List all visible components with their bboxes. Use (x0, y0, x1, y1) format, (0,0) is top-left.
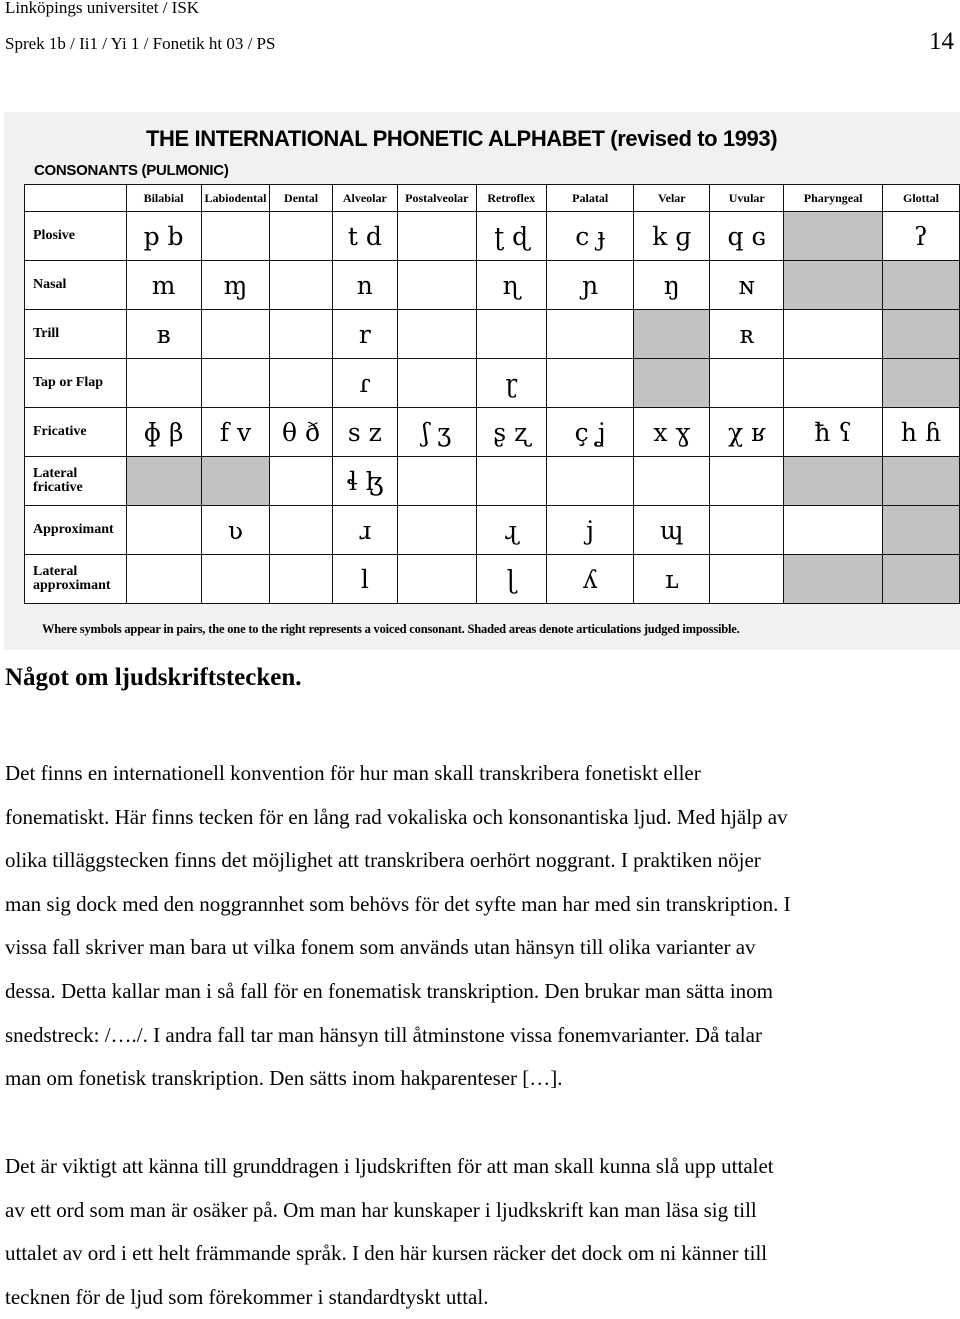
ipa-row (25, 359, 960, 408)
ipa-symbol-cell (398, 555, 477, 604)
ipa-symbol-cell (634, 457, 710, 506)
ipa-symbol-cell (784, 359, 883, 408)
ipa-symbol-cell: ʃ ʒ (398, 408, 477, 457)
ipa-chart-title: THE INTERNATIONAL PHONETIC ALPHABET (revised to 1993) (146, 126, 778, 151)
ipa-symbol-cell: ɬ ɮ (332, 457, 397, 506)
ipa-row (25, 506, 960, 555)
ipa-row (25, 212, 960, 261)
ipa-column-header: Alveolar (332, 185, 397, 212)
ipa-symbol-cell (398, 457, 477, 506)
ipa-symbol-cell: ʟ (634, 555, 710, 604)
ipa-symbol-cell: ɽ (476, 359, 546, 408)
ipa-row (25, 555, 960, 604)
ipa-symbol-cell: ɲ (546, 261, 633, 310)
ipa-symbol-cell (270, 310, 332, 359)
ipa-symbol-cell: ɻ (476, 506, 546, 555)
ipa-row-label: Fricative (25, 408, 127, 457)
ipa-symbol-cell (398, 310, 477, 359)
page-number: 14 (929, 28, 954, 55)
ipa-symbol-cell (270, 359, 332, 408)
ipa-symbol-cell (126, 359, 201, 408)
paragraph-line: av ett ord som man är osäker på. Om man har kunskaper i ljudkskrift kan man läsa sig till (5, 1197, 757, 1222)
ipa-symbol-cell (634, 359, 710, 408)
paragraph-line: Det finns en internationell konvention för hur man skall transkribera fonetiskt eller (5, 761, 701, 785)
ipa-symbol-cell: θ ð (270, 408, 332, 457)
ipa-symbol-cell (883, 310, 960, 359)
ipa-symbol-cell: ʙ (126, 310, 201, 359)
ipa-symbol-cell (270, 261, 332, 310)
ipa-column-header: Pharyngeal (784, 185, 883, 212)
ipa-column-header: Dental (270, 185, 332, 212)
ipa-symbol-cell: ɱ (201, 261, 270, 310)
paragraph-line: dessa. Detta kallar man i så fall för en fonematisk transkription. Den brukar man sätta inom (5, 978, 774, 1003)
ipa-symbol-cell (634, 310, 710, 359)
ipa-row-label: Lateral approximant (25, 555, 127, 604)
ipa-symbol-cell: ɴ (710, 261, 784, 310)
ipa-symbol-cell (398, 506, 477, 555)
ipa-symbol-cell: l (332, 555, 397, 604)
ipa-column-header: Glottal (883, 185, 960, 212)
ipa-symbol-cell: ʂ ʐ (476, 408, 546, 457)
paragraph-line: Det är viktigt att känna till grunddragen i ljudskriften för att man skall kunna slå upp uttalet (5, 1154, 774, 1178)
ipa-row-label: Approximant (25, 506, 127, 555)
ipa-symbol-cell: t d (332, 212, 397, 261)
ipa-symbol-cell (710, 457, 784, 506)
ipa-chart-note: Where symbols appear in pairs, the one to the right represents a voiced consonant. Shaded areas denote articulations judged impossible. (42, 622, 740, 636)
ipa-symbol-cell (270, 555, 332, 604)
ipa-symbol-cell (546, 310, 633, 359)
ipa-symbol-cell (883, 457, 960, 506)
ipa-row-label: Plosive (25, 212, 127, 261)
ipa-symbol-cell: ʋ (201, 506, 270, 555)
section-heading: Något om ljudskriftstecken. (5, 664, 302, 691)
ipa-symbol-cell (883, 506, 960, 555)
paragraph-line: tecknen för de ljud som förekommer i standardtyskt uttal. (5, 1284, 489, 1309)
ipa-row-label: Lateral fricative (25, 457, 127, 506)
ipa-column-header: Velar (634, 185, 710, 212)
paragraph-line: man om fonetisk transkription. Den sätts inom hakparenteser […]. (5, 1066, 563, 1091)
paragraph-line: snedstreck: /…./. I andra fall tar man hänsyn till åtminstone vissa fonemvarianter. Då talar (5, 1022, 762, 1047)
ipa-symbol-cell: ɾ (332, 359, 397, 408)
ipa-symbol-cell: k ɡ (634, 212, 710, 261)
ipa-symbol-cell: ʈ ɖ (476, 212, 546, 261)
ipa-symbol-cell (126, 457, 201, 506)
ipa-row (25, 261, 960, 310)
ipa-column-header: Palatal (546, 185, 633, 212)
ipa-symbol-cell: q ɢ (710, 212, 784, 261)
ipa-symbol-cell (546, 359, 633, 408)
ipa-symbol-cell (398, 212, 477, 261)
ipa-symbol-cell (126, 506, 201, 555)
ipa-consonant-table (24, 184, 960, 604)
ipa-symbol-cell: ŋ (634, 261, 710, 310)
ipa-symbol-cell: s z (332, 408, 397, 457)
ipa-row-label: Trill (25, 310, 127, 359)
ipa-symbol-cell (710, 506, 784, 555)
ipa-column-header-row (25, 185, 960, 212)
ipa-symbol-cell (784, 555, 883, 604)
ipa-symbol-cell: ʔ (883, 212, 960, 261)
ipa-symbol-cell (883, 261, 960, 310)
header-course: Sprek 1b / Ii1 / Yi 1 / Fonetik ht 03 / PS (5, 34, 276, 53)
ipa-column-header: Bilabial (126, 185, 201, 212)
ipa-symbol-cell: ɸ β (126, 408, 201, 457)
ipa-symbol-cell (398, 359, 477, 408)
ipa-symbol-cell: ç ʝ (546, 408, 633, 457)
ipa-row (25, 457, 960, 506)
ipa-symbol-cell: ɹ (332, 506, 397, 555)
ipa-symbol-cell: j (546, 506, 633, 555)
ipa-symbol-cell (784, 457, 883, 506)
ipa-symbol-cell (784, 506, 883, 555)
ipa-symbol-cell: p b (126, 212, 201, 261)
ipa-symbol-cell (398, 261, 477, 310)
ipa-symbol-cell (126, 555, 201, 604)
ipa-symbol-cell (201, 359, 270, 408)
ipa-symbol-cell (201, 310, 270, 359)
ipa-symbol-cell (883, 555, 960, 604)
ipa-symbol-cell: f v (201, 408, 270, 457)
ipa-symbol-cell (784, 261, 883, 310)
ipa-row (25, 408, 960, 457)
ipa-symbol-cell: ɳ (476, 261, 546, 310)
ipa-symbol-cell: ɰ (634, 506, 710, 555)
ipa-column-header: Labiodental (201, 185, 270, 212)
paragraph-1 (5, 752, 955, 1101)
ipa-symbol-cell (710, 359, 784, 408)
ipa-symbol-cell: n (332, 261, 397, 310)
ipa-column-header: Retroflex (476, 185, 546, 212)
ipa-row (25, 310, 960, 359)
ipa-symbol-cell: c ɟ (546, 212, 633, 261)
ipa-row-label: Tap or Flap (25, 359, 127, 408)
ipa-symbol-cell: m (126, 261, 201, 310)
paragraph-2 (5, 1145, 955, 1319)
ipa-symbol-cell: ɭ (476, 555, 546, 604)
ipa-symbol-cell: x ɣ (634, 408, 710, 457)
ipa-symbol-cell: ʎ (546, 555, 633, 604)
ipa-symbol-cell (883, 359, 960, 408)
paragraph-line: man sig dock med den noggrannhet som behövs för det syfte man har med sin transkription. I (5, 891, 791, 916)
header-institution: Linköpings universitet / ISK (5, 0, 200, 17)
ipa-symbol-cell (546, 457, 633, 506)
ipa-symbol-cell: r (332, 310, 397, 359)
paragraph-line: olika tilläggstecken finns det möjlighet att transkribera oerhört noggrant. I praktiken nöjer (5, 848, 761, 873)
paragraph-line: fonematiskt. Här finns tecken för en lång rad vokaliska och konsonantiska ljud. Med hjälp av (5, 804, 788, 829)
ipa-symbol-cell (201, 457, 270, 506)
ipa-symbol-cell (784, 310, 883, 359)
ipa-column-header: Uvular (710, 185, 784, 212)
ipa-symbol-cell (201, 555, 270, 604)
ipa-column-header: Postalveolar (398, 185, 477, 212)
ipa-symbol-cell (270, 457, 332, 506)
ipa-symbol-cell (710, 555, 784, 604)
paragraph-line: uttalet av ord i ett helt främmande språk. I den här kursen räcker det dock om ni känner till (5, 1241, 768, 1266)
ipa-symbol-cell: χ ʁ (710, 408, 784, 457)
ipa-symbol-cell (270, 212, 332, 261)
ipa-header-corner (25, 185, 127, 212)
ipa-symbol-cell (476, 457, 546, 506)
ipa-row-label: Nasal (25, 261, 127, 310)
ipa-symbol-cell (784, 212, 883, 261)
ipa-chart-image (4, 112, 960, 650)
ipa-symbol-cell (201, 212, 270, 261)
ipa-symbol-cell: h ɦ (883, 408, 960, 457)
ipa-symbol-cell: ʀ (710, 310, 784, 359)
ipa-symbol-cell (476, 310, 546, 359)
paragraph-line: vissa fall skriver man bara ut vilka fonem som används utan hänsyn till olika varianter av (5, 935, 756, 960)
ipa-symbol-cell: ħ ʕ (784, 408, 883, 457)
ipa-chart-subtitle: CONSONANTS (PULMONIC) (34, 162, 229, 179)
ipa-symbol-cell (270, 506, 332, 555)
